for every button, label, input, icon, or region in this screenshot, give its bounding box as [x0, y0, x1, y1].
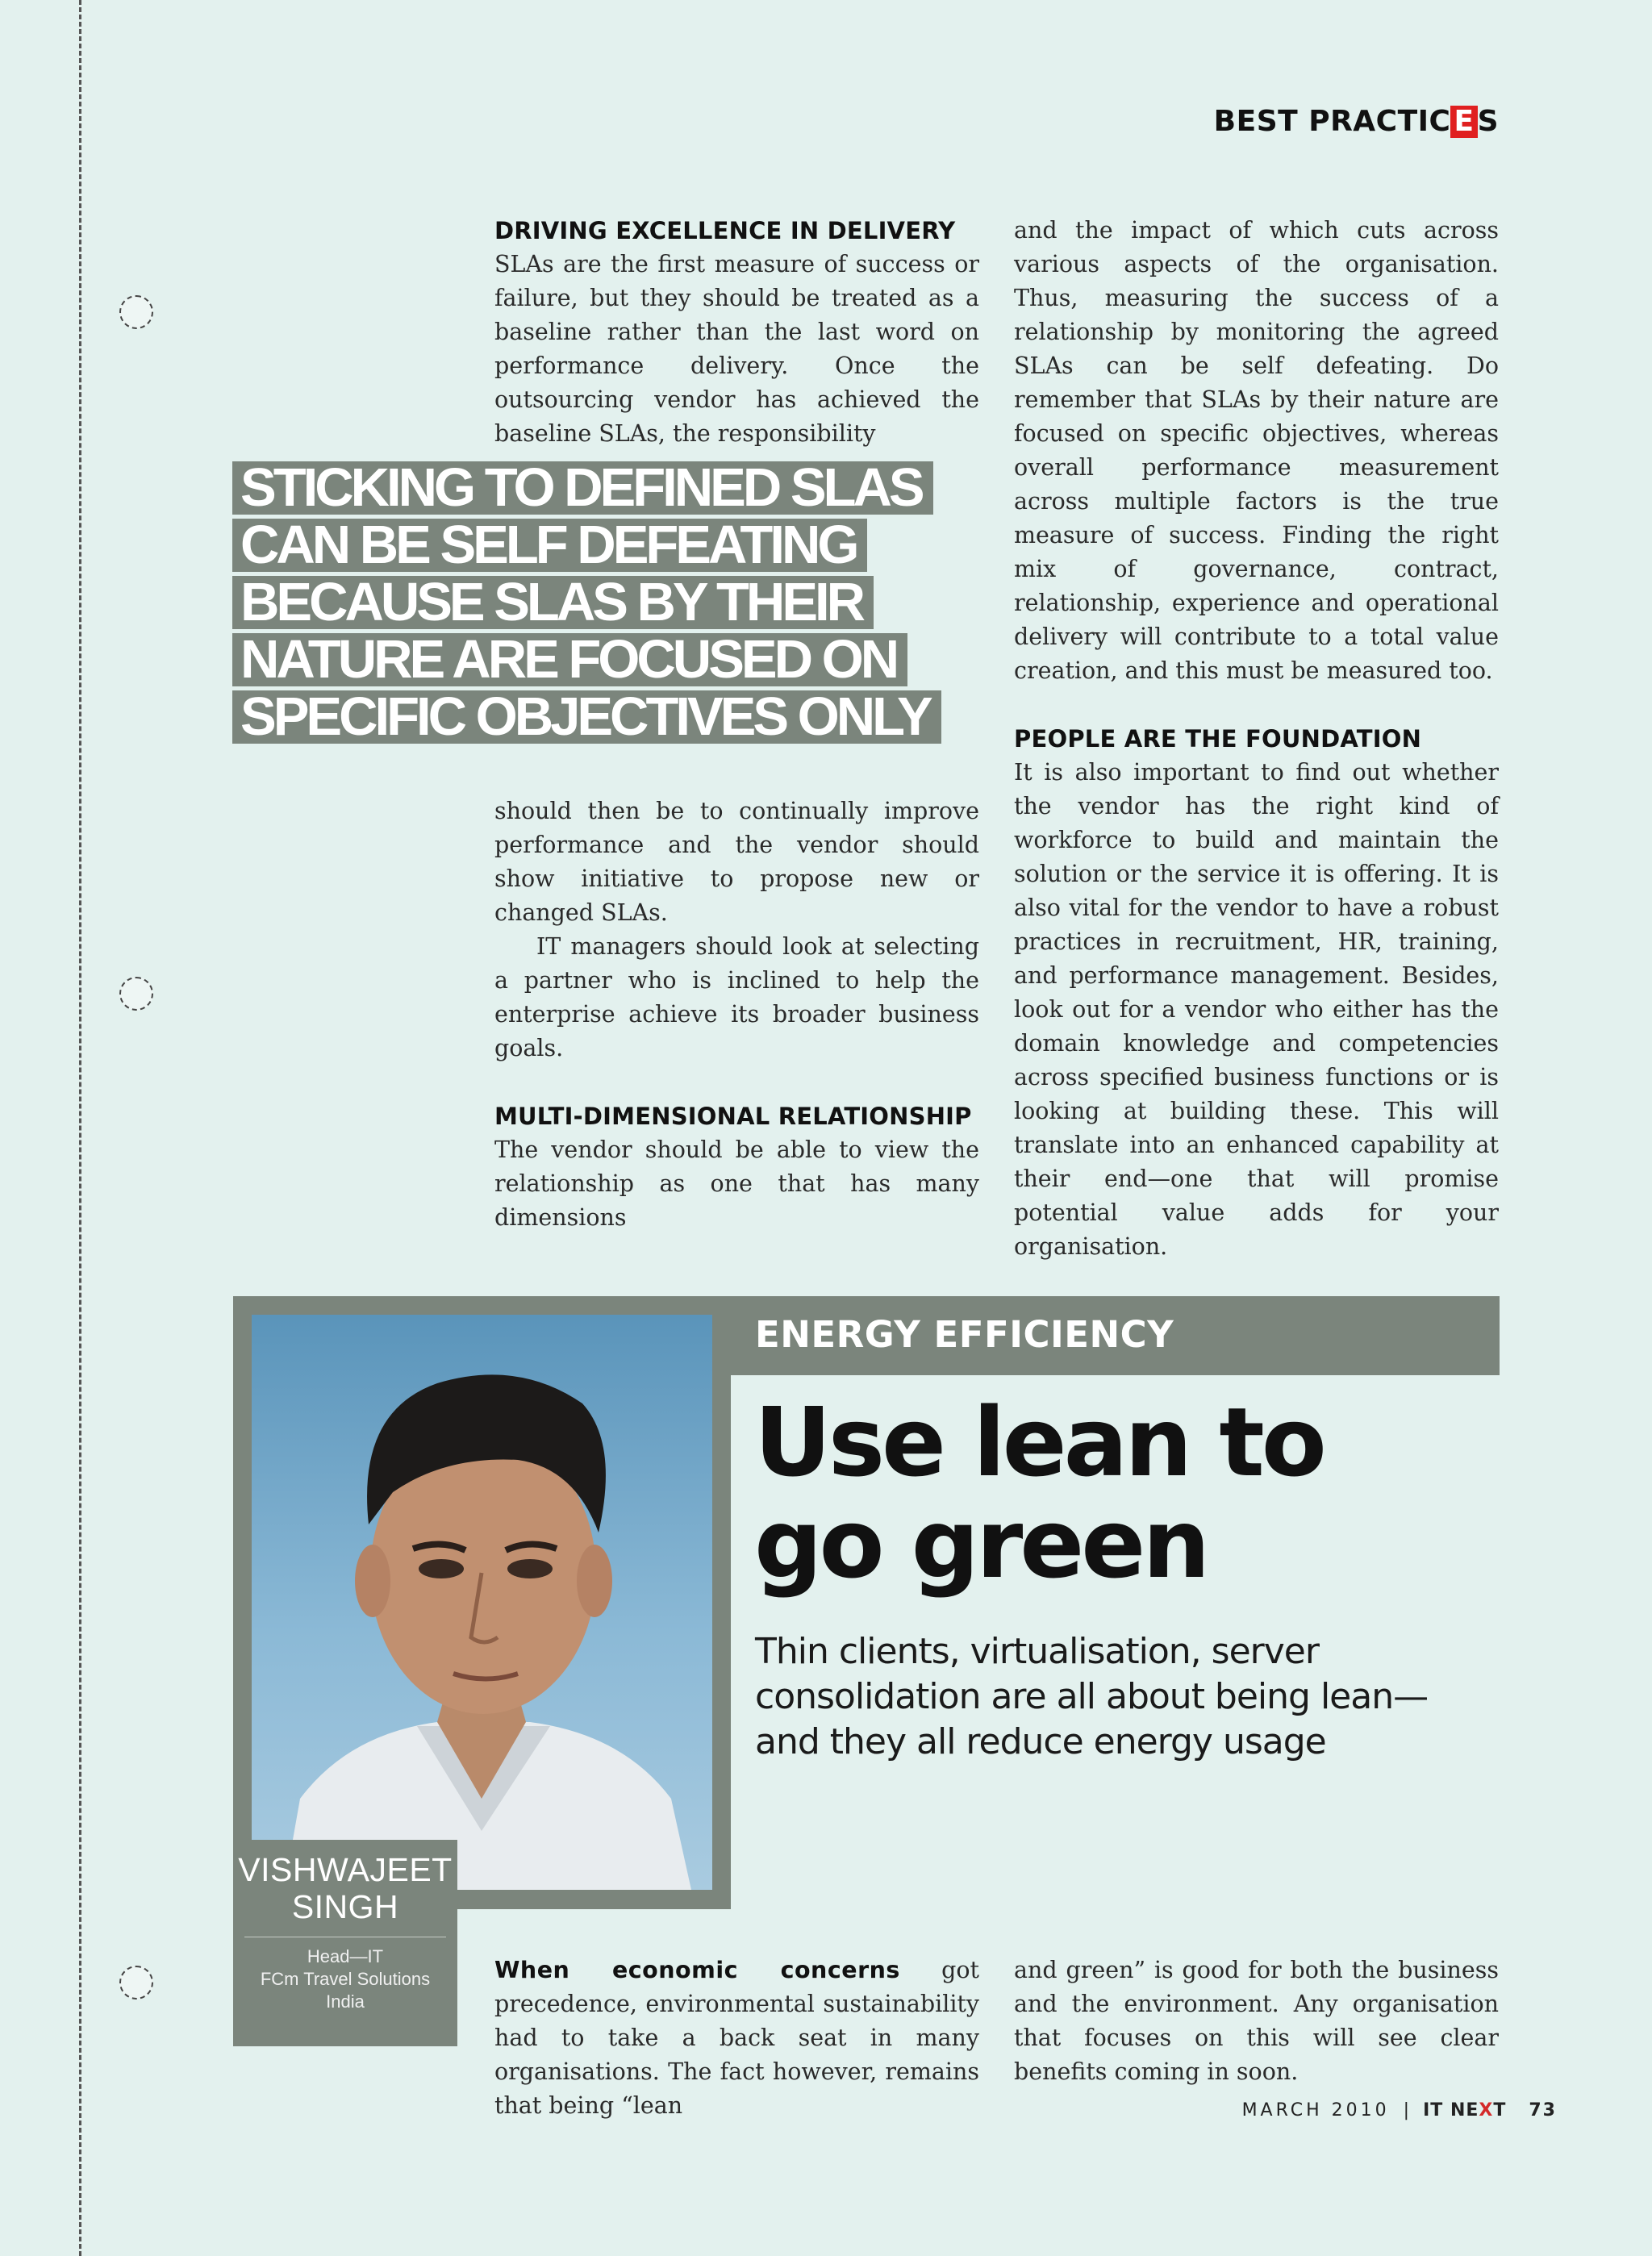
author-last-name: SINGH — [291, 1888, 399, 1925]
body-paragraph: should then be to continually improve performance and the vendor should show initiative to propose new or changed SLAs. — [494, 798, 979, 926]
author-role — [233, 1945, 457, 2013]
body-paragraph: SLAs are the first measure of success or failure, but they should be treated as a baseline rather than the last word on performance delivery. Once the outsourcing vendor has achieved the baseline SLAs, the responsibility — [494, 251, 979, 447]
body-paragraph: The vendor should be able to view the relationship as one that has many dimensions — [494, 1136, 979, 1231]
page-number: 73 — [1529, 2100, 1557, 2120]
author-photo — [252, 1315, 712, 1890]
author-name-box — [233, 1840, 457, 2046]
article2-left-column — [494, 1954, 979, 2123]
paragraph-gap — [1014, 688, 1499, 722]
article2-right-body: and green” is good for both the business and the environment. Any organisation that focuses on this will see clear benefits coming in soon. — [1014, 1957, 1499, 2085]
section-heading: PEOPLE ARE THE FOUNDATION — [1014, 725, 1422, 753]
section-label: ENERGY EFFICIENCY — [755, 1313, 1174, 1356]
author-first-name: VISHWAJEET — [238, 1851, 453, 1888]
pull-quote-line: NATURE ARE FOCUSED ON — [232, 633, 907, 686]
author-portrait-illustration — [252, 1315, 712, 1890]
author-role-line: India — [326, 1991, 365, 2012]
article1-left-column-bottom — [494, 794, 979, 1235]
article-deck: Thin clients, virtualisation, server consolidation are all about being lean—and they all reduce energy usage — [755, 1631, 1429, 1762]
article2-right-column — [1014, 1954, 1499, 2089]
article1-right-column — [1014, 214, 1499, 1264]
article2-left-body: got precedence, environmental sustainability had to take a back seat in many organisations. The fact however, remains that being “lean — [494, 1957, 979, 2119]
paragraph-gap — [494, 1065, 979, 1099]
author-name — [233, 1851, 457, 1925]
body-paragraph: It is also important to find out whether the vendor has the right kind of workforce to build and maintain the solution or the service it is offering. It is also vital for the vendor to have a robust practices in recruitment, HR, training, and performance management. Besides, look out for a vendor who either has the domain knowledge and competencies across specified business functions or is looking at building these. This will translate into an enhanced capability at their end—one that will promise potential value adds for your organisation. — [1014, 759, 1499, 1260]
body-paragraph: IT managers should look at selecting a partner who is inclined to help the enterprise achieve its broader business goals. — [494, 933, 979, 1061]
running-head — [1214, 105, 1499, 138]
article1-left-column-top — [494, 214, 979, 451]
running-head-prefix: BEST PRACTIC — [1213, 105, 1451, 138]
section-heading: MULTI-DIMENSIONAL RELATIONSHIP — [494, 1103, 972, 1130]
pull-quote-line: SPECIFIC OBJECTIVES ONLY — [232, 690, 941, 744]
section-heading: DRIVING EXCELLENCE IN DELIVERY — [494, 217, 956, 244]
article2-lead-paragraph — [494, 1954, 979, 2123]
binder-margin-line — [79, 0, 81, 2256]
pull-quote-line: STICKING TO DEFINED SLAS — [232, 461, 933, 515]
footer-separator: | — [1403, 2100, 1410, 2120]
pull-quote-line: CAN BE SELF DEFEATING — [232, 519, 867, 572]
pull-quote-line: BECAUSE SLAS BY THEIR — [232, 576, 874, 629]
body-paragraph: and the impact of which cuts across various aspects of the organisation. Thus, measuring the success of a relationship by monitoring the agreed SLAs can be self defeating. Do remember that SLAs by their nature are focused on specific objectives, whereas overall performance measurement across multiple factors is the true measure of success. Finding the right mix of governance, contract, relationship, experience and operational delivery will contribute to a total value creation, and this must be measured too. — [1014, 217, 1499, 684]
page-footer — [1242, 2100, 1557, 2120]
brand-part-x: X — [1479, 2100, 1494, 2120]
issue-date: MARCH 2010 — [1241, 2100, 1390, 2120]
punch-hole-3 — [119, 1966, 153, 2000]
lead-in: When economic concerns — [494, 1957, 900, 1983]
punch-hole-1 — [119, 295, 153, 329]
running-head-suffix: S — [1477, 105, 1499, 138]
brand-part-1: IT NE — [1423, 2100, 1479, 2120]
article-headline: Use lean to go green — [754, 1387, 1324, 1599]
pull-quote — [232, 457, 958, 748]
running-head-boxed-letter: E — [1450, 106, 1477, 138]
magazine-brand — [1423, 2100, 1506, 2120]
author-role-line: FCm Travel Solutions — [260, 1969, 431, 1989]
author-role-line: Head—IT — [307, 1946, 384, 1966]
brand-part-2: T — [1493, 2100, 1507, 2120]
punch-hole-2 — [119, 977, 153, 1011]
